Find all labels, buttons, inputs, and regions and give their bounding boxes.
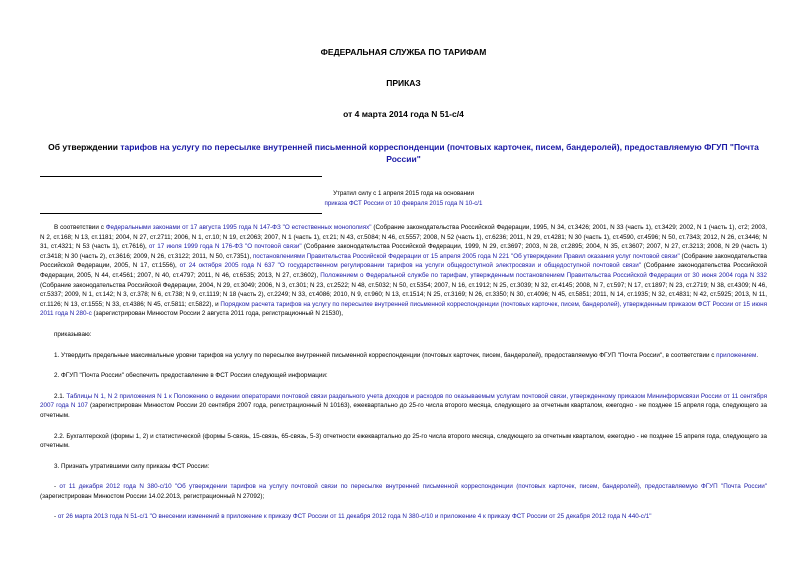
document-body [40, 223, 767, 522]
bullet-dash: - [54, 513, 58, 521]
tables-link[interactable]: Таблицы N 1, N 2 приложения N 1 к Положению о ведении операторами почтовой связи раздельного учета доходов и расходов по оказываемым услугам почтовой связи, утвержденному приказом Мининформсвязи России от 11 сентября 2007 года N 107 [40, 392, 767, 410]
resolution-221-link[interactable]: постановлениями Правительства Российской Федерации от 15 апреля 2005 года N 221 "Об утверждении Правил оказания услуг почтовой связи" [252, 252, 680, 260]
paragraph-2-1-number: 2.1. [54, 392, 67, 400]
preamble-text: В соответствии с [54, 224, 106, 231]
lost-force-text: Утратил силу с 1 апреля 2015 года на основании [333, 190, 474, 197]
preamble-text: (Собрание законодательства Российской Федерации, 1999, N 29, ст.3697; 2003, N 28, ст.2895; 2004, N 35, ст.3607; 2007, N 27, ст.3213; 2008, N 29 (часть 1) ст.3418; N 30 (часть 2), ст.3616; 2009, N 26, ст.3122; 2011, N 50, ст.7351), [40, 243, 767, 260]
preamble-text: (Собрание законодательства Российской Федерации, 2005, N 44, ст.4561; 2007, N 40, ст.4797; 2011, N 46, ст.6535; 2013, N 27, ст.3602), [40, 262, 767, 279]
resolution-637-link[interactable]: от 24 октября 2005 года N 637 "О государственном регулировании тарифов на услуги общедоступной электросвязи и общедоступной почтовой связи" [179, 262, 641, 270]
paragraph-3-item-1-text: (зарегистрирован Минюстом России 14.02.2013, регистрационный N 27092); [40, 492, 265, 500]
paragraph-2-1 [40, 392, 767, 421]
bullet-dash: - [54, 483, 60, 491]
preamble-paragraph [40, 223, 767, 319]
law-147-link[interactable]: Федеральными законами от 17 августа 1995 года N 147-ФЗ "О естественных монополиях" [105, 224, 372, 231]
paragraph-2-2: 2.2. Бухгалтерской (формы 1, 2) и статистической (формы 5-связь, 15-связь, 65-связь, 5-3) отчетности ежеквартально до 25-го числа второго месяца, следующего за отчетным кварталом, ежегодно - не позднее 15 апреля года, следующего за отчетным. [40, 432, 767, 450]
divider [40, 213, 322, 214]
paragraph-2-1-text: (зарегистрирован Минюстом России 20 сентября 2007 года, регистрационный N 10163), ежеквартально до 25-го числа второго месяца, следующего за отчетным кварталом, ежегодно - не позднее 15 апреля года, следующего за отчетным. [40, 402, 767, 419]
order-51-link[interactable]: от 26 марта 2013 года N 51-с/1 "О внесении изменений в приложение к приказу ФСТ России от 11 декабря 2012 года N 380-с/10 и приложение 4 к приказу ФСТ России от 25 декабря 2012 года N 440-с/1" [57, 513, 652, 521]
lost-force-link[interactable]: приказа ФСТ России от 10 февраля 2015 года N 10-с/1 [324, 200, 483, 207]
preamble-text: (зарегистрирован Минюстом России 2 августа 2011 года, регистрационный N 21530), [91, 310, 343, 318]
order-280-link[interactable]: Порядком расчета тарифов на услугу по пересылке внутренней письменной корреспонденции (почтовых карточек, писем, бандеролей), утвержденным приказом ФСТ России от 15 июня 2011 года N 280-с [40, 300, 767, 318]
document-title [40, 141, 767, 165]
regulation-332-link[interactable]: Положением о Федеральной службе по тарифам, утвержденным постановлением Правительства Российской Федерации от 30 июня 2004 года N 332 [320, 271, 767, 279]
date-number-heading: от 4 марта 2014 года N 51-с/4 [343, 109, 464, 119]
paragraph-3-item-2 [40, 512, 767, 522]
order-380-link[interactable]: от 11 декабря 2012 года N 380-с/10 "Об утверждении тарифов на услугу почтовой связи по пересылке внутренней письменной корреспонденции (почтовых карточек, писем, бандеролей), предоставляемую ФГУП "Почта России" [59, 483, 767, 491]
divider [40, 176, 322, 177]
preamble-text: (Собрание законодательства Российской Федерации, 1995, N 34, ст.3426; 2001, N 33 (часть 1), ст.3429; 2002, N 1 (часть 1), ст2; 2003, N 2, ст.168; N 13, ст.1181; 2004, N 27, ст.2711; 2006, N 1, ст.10; N 19, ст.2063; 2007, N 1 (часть 1), ст.21; N 43, ст.5084; N 46, ст.5557; 2008, N 52 (часть 1), ст.6236; 2011, N 29, ст.4281; N 30 (часть 1), ст.4590, ст.4596; N 50, ст.7343; 2012, N 26, ст.3446; N 31, ст.4321; N 53 (часть 1), ст.7616), [40, 224, 767, 251]
title-link[interactable]: тарифов на услугу по пересылке внутренней письменной корреспонденции (почтовых карточек, писем, бандеролей), предоставляемую ФГУП "Почта России" [120, 142, 759, 164]
law-176-link[interactable]: от 17 июля 1999 года N 176-ФЗ "О почтовой связи" [148, 243, 302, 251]
paragraph-1-text: 1. Утвердить предельные максимальные уровни тарифов на услугу по пересылке внутренней письменной корреспонденции (почтовых карточек, писем, бандеролей), предоставляемую ФГУП "Почта России", в соответствии с [54, 351, 717, 359]
orders-line: приказываю: [54, 330, 92, 338]
paragraph-1-end: . [756, 351, 759, 359]
preamble-text: (Собрание законодательства Российской Федерации, 2005, N 17, ст.1556), [40, 252, 767, 270]
paragraph-1 [40, 351, 767, 361]
document-type-heading: ПРИКАЗ [386, 78, 421, 88]
lost-force-note [40, 189, 767, 209]
paragraph-3-item-1 [40, 482, 767, 501]
appendix-link[interactable]: приложением [716, 351, 757, 359]
paragraph-3: 3. Признать утратившими силу приказы ФСТ России: [54, 462, 210, 470]
agency-heading: ФЕДЕРАЛЬНАЯ СЛУЖБА ПО ТАРИФАМ [320, 47, 487, 57]
preamble-text: (Собрание законодательства Российской Федерации, 2004, N 29, ст.3049; 2006, N 3, ст.301; N 23, ст.2522; N 48, ст.5032; N 50, ст.5354; 2007, N 16, ст.1912; N 25, ст.3039; N 32, ст.4145; 2008, N 7, ст.597; N 17, ст.1897; N 23, ст.2719; N 38, ст.4309; N 46, ст.5337; 2009, N 1, ст.142; N 3, ст.378; N 6, ст.738; N 9, ст.1119; N 18 (часть 2), ст.2249; N 33, ст.4086; 2010, N 9, ст.960; N 13, ст.1514; N 25, ст.3169; N 26, ст.3350; N 30, ст.4096; N 45, ст.5851; 2011, N 14, ст.1935; N 32, ст.4831; N 42, ст.5925; 2013, N 11, ст.1126; N 13, ст.1555; N 33, ст.4386; N 45, ст.5811; ст.5822), и [40, 281, 767, 308]
paragraph-2: 2. ФГУП "Почта России" обеспечить предоставление в ФСТ России следующей информации: [54, 372, 328, 380]
title-prefix: Об утверждении [48, 142, 121, 152]
